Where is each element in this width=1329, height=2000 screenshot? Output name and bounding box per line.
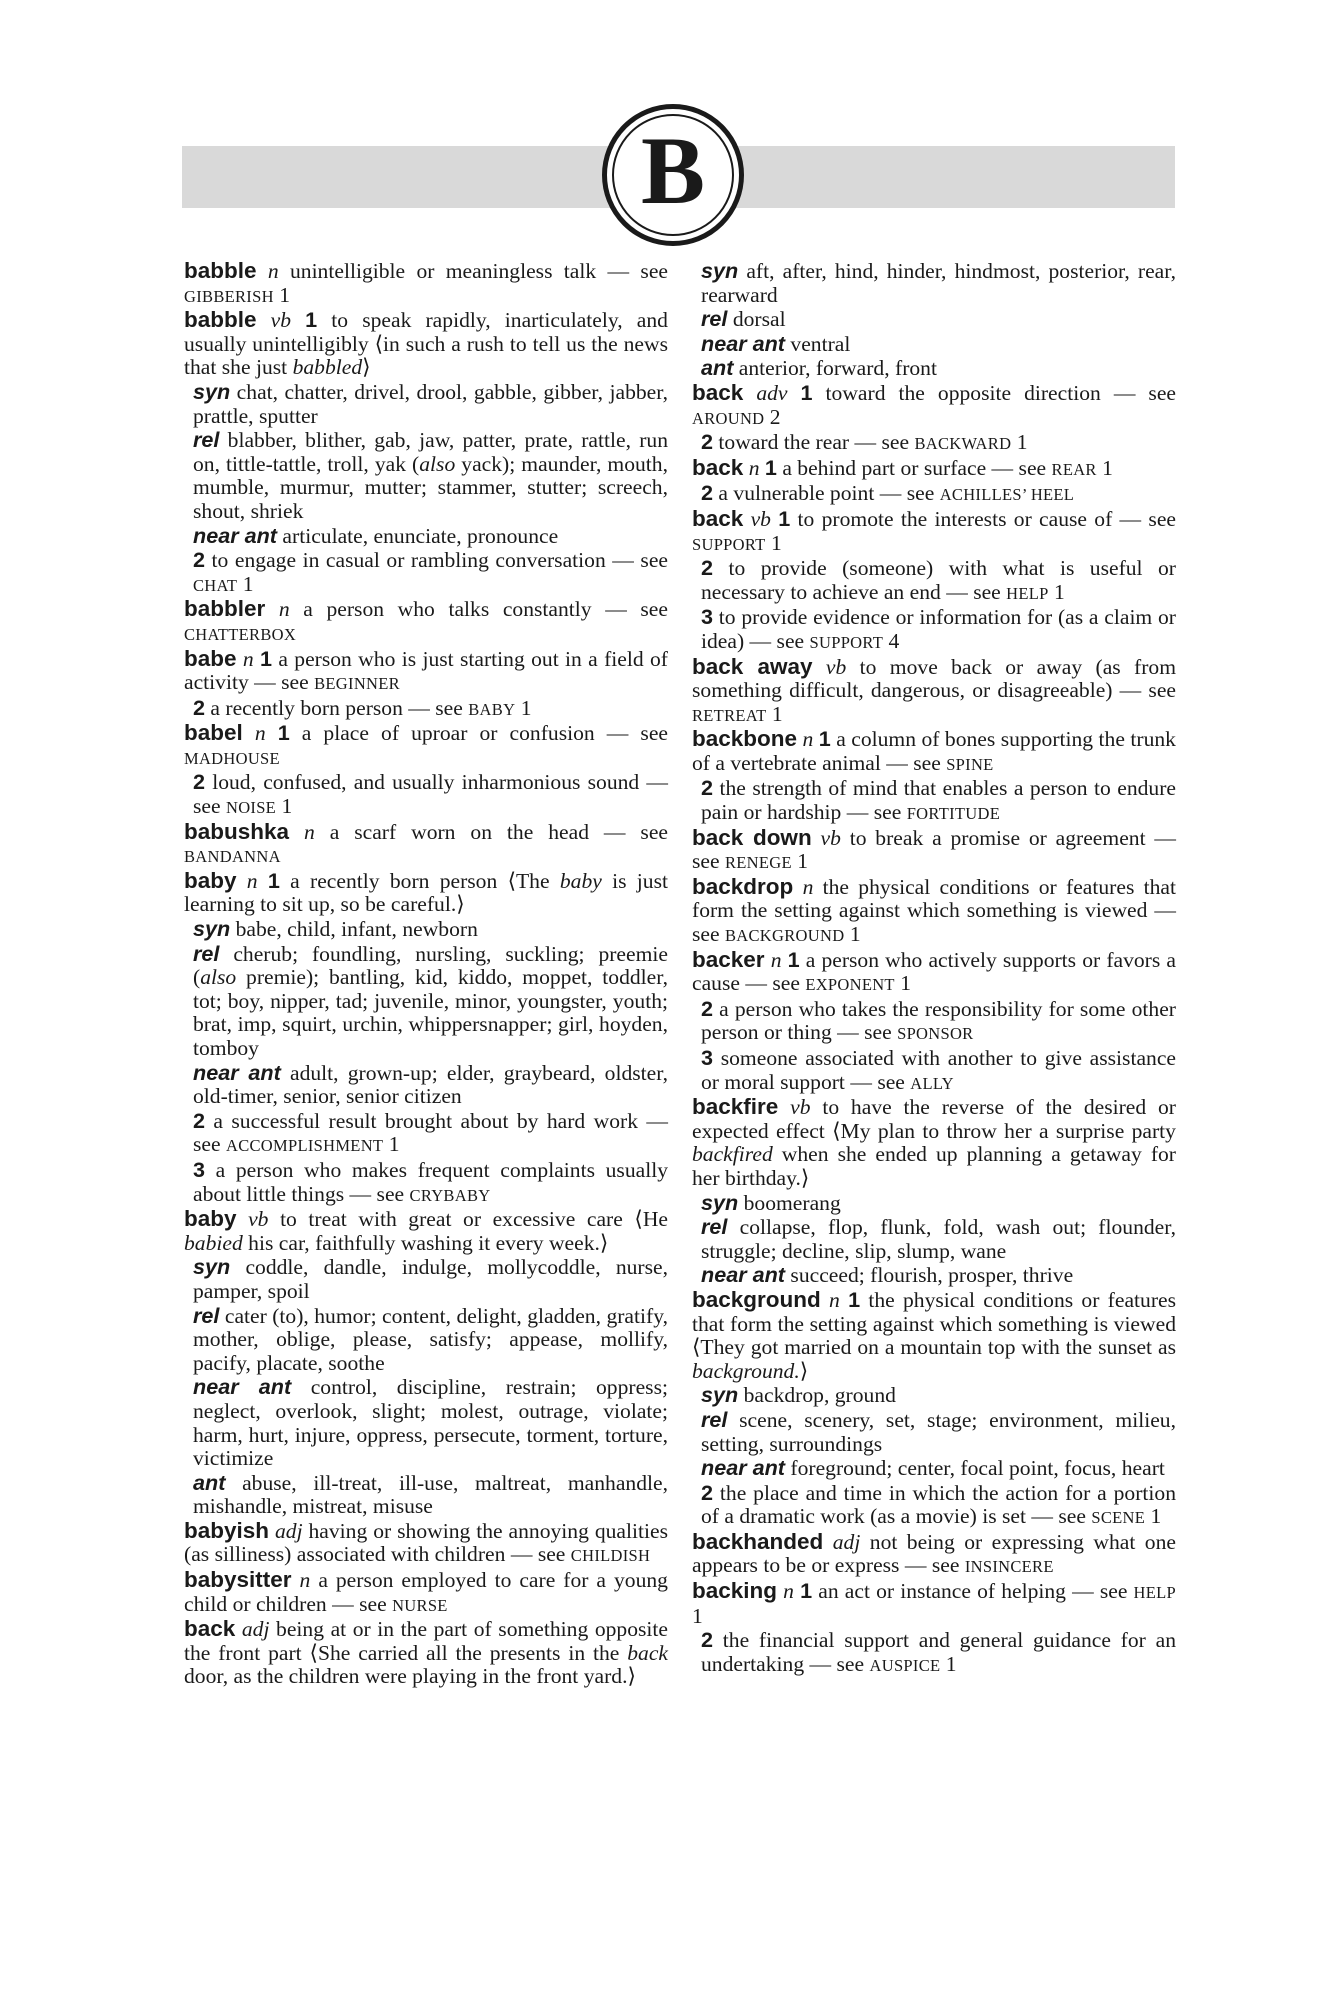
entry-subsense — [184, 428, 668, 523]
definition-text: backdrop, ground — [738, 1383, 896, 1408]
cross-reference: ACHILLES’ HEEL — [939, 485, 1075, 505]
cross-reference: HELP — [1133, 1583, 1176, 1603]
definition-text: articulate, enunciate, pronounce — [277, 523, 559, 548]
entry-subsense — [692, 997, 1176, 1046]
part-of-speech: n — [748, 455, 760, 480]
definition-text: a person who is just starting out in a field of activity — see — [184, 646, 668, 695]
dictionary-entry — [184, 308, 668, 380]
definition-text: to have the reverse of the desired or expected effect — [692, 1095, 1176, 1143]
headword: baby — [184, 867, 237, 893]
entry-subsense — [692, 332, 1176, 357]
entry-subsense — [184, 696, 668, 722]
headword: back — [692, 505, 744, 531]
usage-label: rel — [701, 306, 728, 332]
sense-number: 2 — [193, 1107, 206, 1133]
definition-text: a recently born person — see — [205, 695, 469, 720]
usage-label: near ant — [193, 1059, 281, 1085]
definition-text: having or showing the annoying qualities (as silliness) associated with children — see — [184, 1518, 668, 1567]
sense-number: 2 — [701, 775, 714, 801]
example-text: ⟨in such a rush to tell us the news that she just — [184, 331, 668, 380]
cross-reference: SCENE — [1091, 1508, 1146, 1528]
cross-reference: RENEGE — [724, 853, 792, 873]
cross-reference: AROUND — [692, 408, 765, 428]
entry-subsense — [184, 1255, 668, 1303]
definition-text: someone associated with another to give assistance or moral support — see — [701, 1046, 1176, 1094]
headword: babbler — [184, 596, 266, 622]
part-of-speech: n — [246, 868, 258, 893]
entry-subsense — [692, 1215, 1176, 1263]
definition-text: to promote the interests or cause of — see — [790, 506, 1176, 531]
example-target-word: backfired — [692, 1142, 773, 1167]
cross-reference: FORTITUDE — [906, 804, 1001, 824]
entry-subsense — [184, 524, 668, 549]
example-target-word: back — [627, 1640, 669, 1665]
definition-text: a person who actively supports or favors a cause — see — [692, 947, 1176, 996]
definition-text: collapse, flop, flunk, fold, wash out; flounder, struggle; decline, slip, slump, wane — [701, 1215, 1176, 1263]
right-column — [692, 259, 1176, 1677]
headword: backing — [692, 1578, 778, 1604]
entry-subsense — [184, 942, 668, 1061]
trailing-text: 2 — [764, 404, 781, 429]
dictionary-entry — [184, 647, 668, 696]
definition-text: the physical conditions or features that form the setting against which something is viewed — [692, 1287, 1176, 1336]
entry-subsense — [692, 356, 1176, 381]
definition-text: a vulnerable point — see — [713, 481, 940, 506]
dictionary-entry — [692, 456, 1176, 482]
part-of-speech: n — [267, 259, 279, 283]
cross-reference: NURSE — [392, 1595, 448, 1615]
trailing-text: 1 — [844, 922, 861, 947]
definition-text: not being or expressing what one appears to be or express — see — [692, 1529, 1176, 1578]
trailing-text: 1 — [766, 701, 783, 726]
definition-text: a column of bones supporting the trunk of a vertebrate animal — see — [692, 727, 1176, 775]
example-target-word: babbled — [292, 355, 363, 380]
usage-label: rel — [193, 427, 220, 453]
example-text: ⟨My plan to throw her a surprise party — [832, 1118, 1176, 1143]
usage-label: near ant — [701, 330, 786, 356]
entry-subsense — [184, 1375, 668, 1470]
part-of-speech: n — [802, 727, 814, 752]
sense-number: 2 — [701, 995, 714, 1021]
headword: back away — [692, 653, 813, 679]
trailing-text: 1 — [1096, 455, 1113, 480]
definition-text: to treat with great or excessive care — [280, 1207, 635, 1232]
trailing-text: 1 — [237, 571, 254, 596]
cross-reference: RETREAT — [692, 705, 767, 725]
example-text: door, as the children were playing in the front yard.⟩ — [184, 1664, 636, 1689]
part-of-speech: adv — [756, 380, 788, 405]
headword: babyish — [184, 1517, 270, 1543]
part-of-speech: adj — [832, 1529, 861, 1554]
cross-reference: BANDANNA — [184, 847, 281, 867]
sense-number: 2 — [193, 547, 206, 573]
sense-number: 1 — [818, 726, 831, 752]
cross-reference: SUPPORT — [809, 632, 884, 652]
definition-text: succeed; flourish, prosper, thrive — [785, 1263, 1074, 1288]
sense-number: 1 — [848, 1286, 861, 1312]
cross-reference: BACKGROUND — [724, 926, 845, 946]
definition-text: the place and time in which the action for a portion of a dramatic work (as a movie) is set — see — [701, 1480, 1176, 1529]
definition-text: abuse, ill-treat, ill-use, maltreat, manhandle, mishandle, mistreat, misuse — [193, 1470, 668, 1519]
entry-subsense — [692, 1046, 1176, 1095]
italic-text: also — [419, 451, 456, 476]
definition-text: being at or in the part of something opposite the front part — [184, 1617, 668, 1665]
trailing-text: 1 — [1011, 430, 1028, 455]
example-text: ⟩ — [362, 355, 371, 380]
entry-subsense — [184, 770, 668, 819]
definition-text: a behind part or surface — see — [776, 455, 1052, 480]
entry-subsense — [184, 1158, 668, 1207]
example-target-word: babied — [184, 1230, 243, 1255]
cross-reference: BEGINNER — [314, 674, 400, 694]
trailing-text: 1 — [273, 282, 290, 307]
dictionary-entry — [692, 875, 1176, 948]
section-letter-badge — [602, 104, 744, 246]
definition-text: a person who talks constantly — see — [303, 597, 668, 622]
usage-label: syn — [701, 1382, 739, 1408]
headword: backer — [692, 946, 765, 972]
dictionary-entry — [184, 820, 668, 869]
part-of-speech: n — [242, 646, 254, 671]
entry-subsense — [692, 259, 1176, 307]
usage-label: rel — [701, 1214, 728, 1240]
headword: back — [692, 454, 744, 480]
usage-label: syn — [701, 258, 739, 283]
part-of-speech: n — [829, 1287, 840, 1312]
trailing-text: 1 — [515, 695, 532, 720]
example-text: ⟨They got married on a mountain top with the sunset as — [692, 1335, 1176, 1360]
headword: babe — [184, 645, 237, 671]
part-of-speech: vb — [750, 506, 771, 531]
entry-subsense — [692, 481, 1176, 507]
sense-number: 1 — [778, 505, 791, 531]
entry-subsense — [692, 776, 1176, 825]
sense-number: 3 — [193, 1156, 206, 1182]
usage-label: near ant — [701, 1262, 786, 1288]
part-of-speech: n — [278, 597, 290, 622]
definition-text: the strength of mind that enables a person to endure pain or hardship — see — [701, 776, 1176, 825]
entry-subsense — [184, 1304, 668, 1376]
part-of-speech: adj — [274, 1518, 303, 1543]
dictionary-entry — [184, 869, 668, 917]
cross-reference: SUPPORT — [692, 534, 766, 554]
headword: back — [692, 379, 744, 405]
left-column — [184, 259, 668, 1689]
entry-subsense — [692, 1383, 1176, 1408]
cross-reference: NOISE — [225, 798, 277, 818]
sense-number: 3 — [701, 604, 714, 630]
definition-text: chat, chatter, drivel, drool, gabble, gibber, jabber, prattle, sputter — [193, 379, 668, 428]
usage-label: near ant — [193, 1374, 292, 1400]
cross-reference: BACKWARD — [914, 434, 1012, 454]
sense-number: 2 — [701, 480, 714, 506]
trailing-text: 1 — [940, 1651, 957, 1676]
cross-reference: BABY — [468, 699, 516, 719]
definition-text: a person who makes frequent complaints usually about little things — see — [193, 1157, 668, 1206]
italic-text: also — [200, 965, 237, 990]
cross-reference: CRYBABY — [409, 1185, 491, 1205]
entry-subsense — [692, 1263, 1176, 1288]
cross-reference: HELP — [1006, 583, 1049, 603]
definition-text: to break a promise or agreement — see — [692, 825, 1176, 874]
entry-subsense — [692, 1191, 1176, 1216]
trailing-text: 1 — [383, 1132, 400, 1157]
definition-text: ventral — [785, 331, 851, 356]
cross-reference: SPINE — [946, 754, 994, 774]
entry-subsense — [184, 1109, 668, 1158]
usage-label: rel — [701, 1406, 728, 1432]
dictionary-entry — [692, 1530, 1176, 1579]
definition-text: the physical conditions or features that form the setting against which something is viewed — see — [692, 874, 1177, 947]
sense-number: 1 — [267, 867, 280, 893]
trailing-text: 1 — [1145, 1504, 1162, 1529]
trailing-text: 1 — [894, 971, 912, 996]
definition-text: blabber, blither, gab, jaw, patter, prate, rattle, run on, tittle-tattle, troll, yak ( — [193, 428, 668, 476]
dictionary-entry — [184, 721, 668, 770]
definition-text: to speak rapidly, inarticulately, and usually unintelligibly — [184, 308, 668, 356]
sense-number: 2 — [701, 1479, 714, 1505]
section-letter: B — [640, 117, 706, 224]
part-of-speech: vb — [790, 1095, 811, 1120]
usage-label: syn — [701, 1189, 739, 1215]
example-text: ⟨She carried all the presents in the — [309, 1640, 628, 1665]
sense-number: 1 — [260, 645, 273, 671]
entry-subsense — [692, 1481, 1176, 1530]
cross-reference: EXPONENT — [805, 975, 895, 995]
entry-subsense — [184, 1471, 668, 1519]
sense-number: 1 — [787, 946, 800, 972]
dictionary-entry — [692, 1095, 1176, 1190]
definition-text: unintelligible or meaningless talk — see — [289, 259, 668, 283]
definition-text: to move back or away (as from something difficult, dangerous, or disagreeable) — see — [692, 654, 1177, 703]
sense-number: 1 — [800, 1578, 813, 1604]
example-text: ⟨The — [507, 868, 560, 893]
headword: back — [184, 1616, 236, 1642]
cross-reference: CHATTERBOX — [184, 624, 297, 644]
dictionary-entry — [692, 507, 1176, 556]
definition-text: a person who takes the responsibility for some other person or thing — see — [701, 996, 1176, 1045]
trailing-text: 1 — [276, 794, 293, 819]
definition-text: scene, scenery, set, stage; environment, milieu, setting, surroundings — [701, 1407, 1176, 1456]
headword: babushka — [184, 818, 290, 844]
usage-label: ant — [701, 355, 734, 381]
definition-text: a scarf worn on the head — see — [329, 819, 669, 844]
part-of-speech: n — [770, 947, 782, 972]
part-of-speech: n — [303, 819, 315, 844]
headword: back down — [692, 824, 812, 850]
dictionary-entry — [184, 1519, 668, 1568]
example-text: his car, faithfully washing it every week.⟩ — [242, 1230, 609, 1255]
headword: babble — [184, 258, 257, 283]
entry-subsense — [184, 917, 668, 942]
trailing-text: 1 — [692, 1603, 703, 1628]
example-text: ⟩ — [799, 1358, 809, 1383]
part-of-speech: vb — [825, 654, 847, 679]
definition-text: a recently born person — [279, 868, 508, 893]
definition-text: adult, grown-up; elder, graybeard, oldster, old-timer, senior, senior citizen — [193, 1060, 668, 1109]
cross-reference: MADHOUSE — [184, 748, 280, 768]
usage-label: ant — [193, 1469, 226, 1495]
definition-text: toward the opposite direction — see — [812, 380, 1176, 405]
definition-text: a place of uproar or confusion — see — [289, 721, 668, 746]
sense-number: 3 — [701, 1045, 714, 1070]
usage-example — [692, 1335, 1176, 1383]
example-target-word: background. — [692, 1358, 800, 1383]
headword: backhanded — [692, 1528, 824, 1554]
dictionary-entry — [692, 948, 1176, 997]
dictionary-entry — [692, 655, 1176, 728]
trailing-text: premie); bantling, kid, kiddo, moppet, toddler, tot; boy, nipper, tad; juvenile, minor, youngster, youth; brat, imp, squirt, urchin, whippersnapper; girl, hoyden, tomboy — [193, 965, 668, 1060]
example-text: is just learning to sit up, so be careful.⟩ — [184, 868, 668, 917]
definition-text: toward the rear — see — [713, 430, 915, 455]
definition-text: anterior, forward, front — [733, 356, 937, 381]
definition-text: babe, child, infant, newborn — [230, 917, 478, 942]
usage-label: rel — [193, 1302, 220, 1328]
headword: baby — [184, 1206, 237, 1232]
dictionary-entry — [184, 597, 668, 646]
entry-subsense — [692, 1456, 1176, 1481]
definition-text: boomerang — [738, 1190, 841, 1215]
example-target-word: baby — [559, 868, 602, 893]
headword: backdrop — [692, 873, 794, 899]
definition-text: to provide evidence or information for (as a claim or idea) — see — [701, 605, 1176, 653]
definition-text: dorsal — [727, 307, 786, 332]
trailing-text: 4 — [883, 628, 900, 653]
cross-reference: INSINCERE — [964, 1557, 1054, 1577]
sense-number: 2 — [193, 694, 206, 720]
entry-subsense — [184, 380, 668, 428]
cross-reference: SPONSOR — [897, 1024, 974, 1044]
definition-text: a person employed to care for a young child or children — see — [184, 1568, 668, 1616]
definition-text: a successful result brought about by hard work — see — [193, 1108, 668, 1157]
dictionary-entry — [184, 1207, 668, 1255]
cross-reference: CHAT — [193, 575, 238, 595]
dictionary-entry — [184, 259, 668, 308]
dictionary-entry — [692, 826, 1176, 875]
part-of-speech: n — [783, 1579, 794, 1604]
cross-reference: CHILDISH — [570, 1546, 651, 1566]
trailing-text: yack); maunder, mouth, mumble, murmur, mutter; stammer, stutter; screech, shout, shriek — [193, 451, 668, 523]
example-text: when she ended up planning a getaway for her birthday.⟩ — [692, 1142, 1176, 1190]
headword: babel — [184, 720, 243, 746]
usage-label: syn — [193, 1254, 231, 1280]
entry-subsense — [692, 556, 1176, 605]
sense-number: 1 — [277, 720, 290, 746]
usage-label: near ant — [193, 522, 278, 548]
usage-label: syn — [193, 378, 231, 404]
sense-number: 2 — [701, 555, 714, 581]
definition-text: to engage in casual or rambling conversation — see — [205, 548, 668, 573]
definition-text: coddle, dandle, indulge, mollycoddle, nurse, pamper, spoil — [193, 1255, 668, 1303]
trailing-text: 1 — [1048, 579, 1065, 604]
trailing-text: 1 — [765, 530, 782, 555]
cross-reference: ALLY — [910, 1073, 954, 1093]
entry-subsense — [184, 548, 668, 597]
part-of-speech: vb — [820, 825, 841, 850]
sense-number: 1 — [800, 379, 813, 405]
definition-text: cherub; foundling, nursling, suckling; preemie ( — [193, 941, 668, 990]
part-of-speech: adj — [241, 1617, 270, 1642]
sense-number: 2 — [701, 1627, 714, 1653]
definition-text: to provide (someone) with what is useful or necessary to achieve an end — see — [701, 556, 1176, 604]
part-of-speech: n — [802, 874, 814, 899]
dictionary-entry — [692, 1579, 1176, 1628]
dictionary-entry — [692, 727, 1176, 776]
dictionary-entry — [692, 381, 1176, 430]
entry-subsense — [692, 430, 1176, 456]
definition-text: cater (to), humor; content, delight, gladden, gratify, mother, oblige, please, satisfy; appease, mollify, pacify, placate, soothe — [193, 1303, 668, 1375]
entry-subsense — [692, 605, 1176, 654]
cross-reference: AUSPICE — [869, 1655, 941, 1675]
entry-subsense — [692, 1628, 1176, 1677]
sense-number: 2 — [193, 769, 206, 795]
headword: backbone — [692, 726, 798, 752]
cross-reference: GIBBERISH — [184, 286, 274, 306]
sense-number: 2 — [701, 429, 714, 455]
definition-text: loud, confused, and usually inharmonious sound — see — [193, 770, 668, 819]
part-of-speech: vb — [270, 308, 292, 333]
entry-subsense — [692, 1408, 1176, 1456]
definition-text: the financial support and general guidance for an undertaking — see — [701, 1628, 1176, 1676]
headword: backfire — [692, 1094, 779, 1120]
definition-text: aft, after, hind, hinder, hindmost, posterior, rear, rearward — [701, 259, 1176, 307]
usage-label: near ant — [701, 1455, 786, 1481]
definition-text: an act or instance of helping — see — [812, 1579, 1134, 1604]
example-text: ⟨He — [634, 1207, 668, 1232]
definition-text: control, discipline, restrain; oppress; neglect, overlook, slight; molest, outrage, violate; harm, hurt, injure, oppress, persecute, torment, torture, victimize — [193, 1375, 668, 1471]
sense-number: 1 — [305, 307, 318, 333]
usage-label: syn — [193, 916, 231, 942]
dictionary-entry — [184, 1568, 668, 1617]
part-of-speech: n — [299, 1568, 311, 1593]
part-of-speech: vb — [248, 1207, 269, 1232]
usage-label: rel — [193, 940, 220, 966]
sense-number: 1 — [764, 454, 777, 480]
part-of-speech: n — [254, 721, 266, 746]
entry-subsense — [184, 1061, 668, 1109]
headword: babysitter — [184, 1567, 292, 1593]
headword: babble — [184, 307, 257, 333]
definition-text: foreground; center, focal point, focus, heart — [785, 1456, 1165, 1481]
trailing-text: 1 — [791, 849, 809, 874]
dictionary-entry — [692, 1288, 1176, 1383]
entry-subsense — [692, 307, 1176, 332]
dictionary-entry — [184, 1617, 668, 1689]
cross-reference: ACCOMPLISHMENT — [225, 1136, 384, 1156]
cross-reference: REAR — [1051, 459, 1097, 479]
headword: background — [692, 1286, 821, 1312]
